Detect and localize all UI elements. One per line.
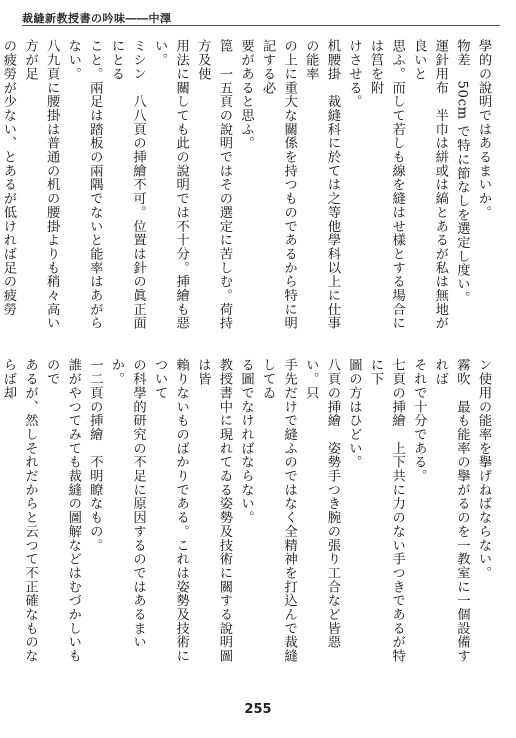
running-header: [0, 6, 516, 26]
text-column-bottom: ン使用の能率を擧げねばならない。 霧吹 最も能率の擧がるのを一教室に一個設備すれば それで十分である。 七頁の挿繪 上下共に力のない手つきであるが特に下 圖の方はひどい。 八頁の挿繪 姿勢手つき腕の張り工合など皆惡い。只 手先だけで縫ふのではなく全精神を打込んで裁縫してゐ る圖でなければならない。 教授書中に現れてゐる姿勢及技術に關する說明圖は皆 賴りないものばかりである。これは姿勢及技術について の科學的研究の不足に原因するのではあるまいか。 一二頁の挿繪 不明瞭なもの。 誰がやつてみても裁縫の圖解などはむづかしいもので あるが、然しそれだからと云つて不正確なものならば却: [0, 358, 491, 663]
running-header-title: 裁縫新教授書の吟味――中澤: [22, 12, 172, 25]
header-rule: [22, 25, 500, 26]
text-column-top: 學的の說明ではあるまいか。 物差 50cm で特に節なしを選定し度い。 運針用布 半巾は絣或は縞とあるが私は無地が良いと 思ふ。而して若しも線を縫はせ樣とする場合には筥を附 けさせる。 机腰掛 裁縫科に於ては之等他學科以上に仕事の能率 の上に重大な關係を持つものであるから特に明記する必 要があると思ふ。 箆 一五頁の說明ではその選定に苦しむ。荷持方及使 用法に關しても此の說明では不十分。挿繪も惡い。 ミシン 八八頁の挿繪不可。位置は針の眞正面にとる こと。兩足は踏板の兩隅でないと能率はあがらない。 八九頁に腰掛は普通の机の腰掛よりも稍々高い方が足 の疲勞が少ない、とあるが低ければ足の疲勞: [0, 39, 491, 330]
page-number: 255: [244, 702, 272, 717]
